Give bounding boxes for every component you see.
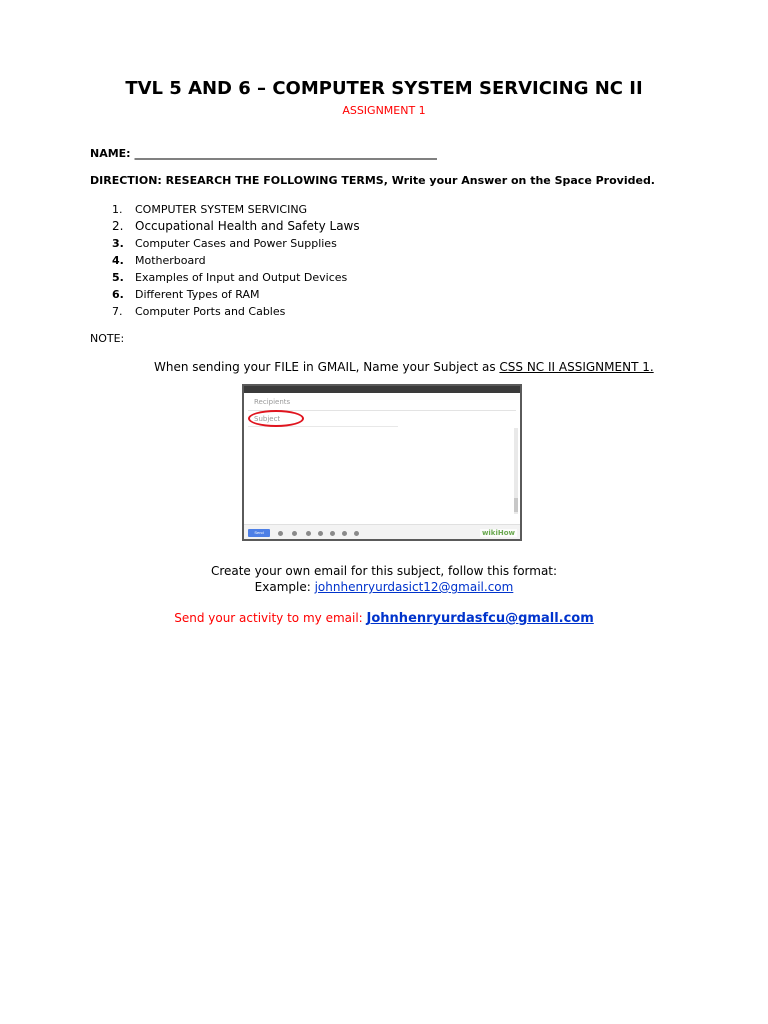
note-label: NOTE: bbox=[90, 332, 125, 345]
watermark-logo: wikiHow bbox=[481, 529, 515, 537]
gmail-compose-screenshot bbox=[242, 384, 522, 541]
name-blank-line: _______________________________________________________ bbox=[134, 147, 437, 160]
create-email-instruction: Create your own email for this subject, follow this format: bbox=[210, 564, 558, 578]
item-text: Computer Cases and Power Supplies bbox=[135, 237, 337, 250]
sending-text: When sending your FILE in GMAIL, Name your Subject as bbox=[154, 360, 500, 374]
item-number: 7. bbox=[112, 305, 123, 318]
send-button: Send bbox=[248, 529, 270, 537]
recipients-placeholder: Recipients bbox=[254, 398, 291, 406]
list-item bbox=[112, 201, 360, 218]
list-item bbox=[112, 269, 360, 286]
item-number: 4. bbox=[112, 254, 124, 267]
send-activity-line bbox=[0, 611, 768, 626]
item-text: Different Types of RAM bbox=[135, 288, 260, 301]
direction-text: DIRECTION: RESEARCH THE FOLLOWING TERMS, Write your Answer on the Space Provided. bbox=[90, 174, 655, 187]
emoji-icon bbox=[354, 531, 359, 536]
example-label: Example: bbox=[254, 580, 315, 594]
item-text: Occupational Health and Safety Laws bbox=[135, 219, 360, 233]
attach-icon bbox=[292, 531, 297, 536]
assignment-subtitle: ASSIGNMENT 1 bbox=[342, 104, 426, 117]
list-item bbox=[112, 303, 360, 320]
item-number: 2. bbox=[112, 219, 124, 233]
link-icon bbox=[342, 531, 347, 536]
send-activity-label: Send your activity to my email: bbox=[174, 611, 367, 625]
list-item bbox=[112, 235, 360, 252]
document-title: TVL 5 AND 6 – COMPUTER SYSTEM SERVICING NC II bbox=[125, 78, 643, 99]
item-number: 5. bbox=[112, 271, 124, 284]
example-email-link[interactable]: johnhenryurdasict12@gmail.com bbox=[314, 580, 514, 594]
drive-icon bbox=[306, 531, 311, 536]
scrollbar bbox=[514, 428, 518, 514]
item-number: 3. bbox=[112, 237, 124, 250]
name-field bbox=[90, 147, 437, 160]
terms-list bbox=[112, 201, 360, 320]
teacher-email-link[interactable]: Johnhenryurdasfcu@gmall.com bbox=[366, 611, 594, 626]
item-text: COMPUTER SYSTEM SERVICING bbox=[135, 203, 308, 216]
subject-name: CSS NC II ASSIGNMENT 1. bbox=[499, 360, 654, 374]
compose-toolbar bbox=[244, 524, 520, 539]
format-icon bbox=[278, 531, 283, 536]
list-item bbox=[112, 286, 360, 303]
list-item bbox=[112, 218, 360, 235]
item-text: Examples of Input and Output Devices bbox=[135, 271, 348, 284]
subject-highlight-circle bbox=[248, 410, 304, 427]
compose-header-bar bbox=[244, 386, 520, 393]
photo-icon bbox=[330, 531, 335, 536]
money-icon bbox=[318, 531, 323, 536]
item-number: 6. bbox=[112, 288, 124, 301]
item-number: 1. bbox=[112, 203, 123, 216]
list-item bbox=[112, 252, 360, 269]
item-text: Motherboard bbox=[135, 254, 206, 267]
name-label: NAME: bbox=[90, 147, 131, 160]
item-text: Computer Ports and Cables bbox=[135, 305, 286, 318]
sending-instruction bbox=[154, 360, 654, 374]
subject-placeholder: Subject bbox=[254, 415, 281, 423]
scrollbar-thumb bbox=[514, 498, 518, 512]
example-line bbox=[0, 580, 768, 594]
